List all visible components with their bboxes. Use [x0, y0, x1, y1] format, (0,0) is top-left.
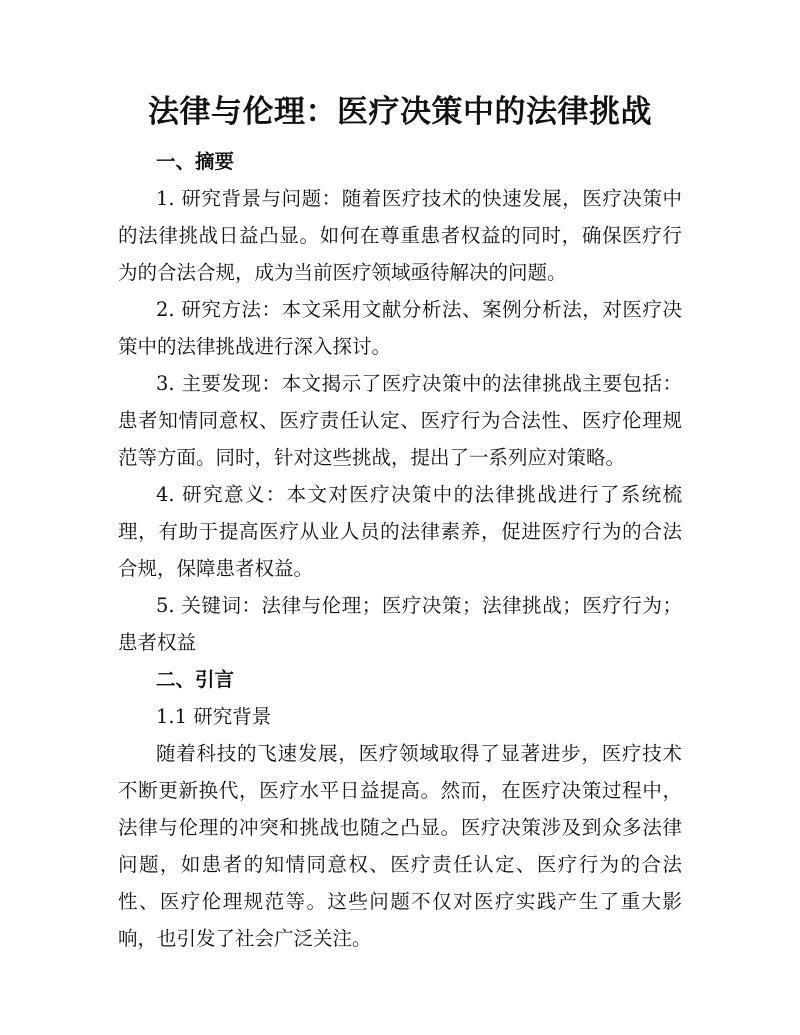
section-heading-abstract: 一、摘要: [156, 150, 235, 173]
intro-paragraph: 随着科技的飞速发展，医疗领域取得了显著进步，医疗技术不断更新换代，医疗水平日益提高。然而，在医疗决策过程中，法律与伦理的冲突和挑战也随之凸显。医疗决策涉及到众多法律问题，如患者的知情同意权、医疗责任认定、医疗行为的合法性、医疗伦理规范等。这些问题不仅对医疗实践产生了重大影响，也引发了社会广泛关注。: [118, 742, 682, 950]
document-title: 法律与伦理：医疗决策中的法律挑战: [148, 94, 652, 130]
section-heading-intro: 二、引言: [156, 668, 235, 691]
abstract-item-background: 1. 研究背景与问题：随着医疗技术的快速发展，医疗决策中的法律挑战日益凸显。如何在尊重患者权益的同时，确保医疗行为的合法合规，成为当前医疗领域亟待解决的问题。: [118, 187, 682, 284]
abstract-item-methods: 2. 研究方法：本文采用文献分析法、案例分析法，对医疗决策中的法律挑战进行深入探讨。: [118, 298, 682, 358]
abstract-item-keywords: 5. 关键词：法律与伦理；医疗决策；法律挑战；医疗行为；患者权益: [118, 594, 682, 654]
abstract-item-findings: 3. 主要发现：本文揭示了医疗决策中的法律挑战主要包括：患者知情同意权、医疗责任认定、医疗行为合法性、医疗伦理规范等方面。同时，针对这些挑战，提出了一系列应对策略。: [118, 372, 682, 469]
document-body: [118, 143, 682, 957]
subsection-heading-background: 1.1 研究背景: [156, 705, 272, 728]
abstract-item-significance: 4. 研究意义：本文对医疗决策中的法律挑战进行了系统梳理，有助于提高医疗从业人员的法律素养，促进医疗行为的合法合规，保障患者权益。: [118, 483, 682, 580]
